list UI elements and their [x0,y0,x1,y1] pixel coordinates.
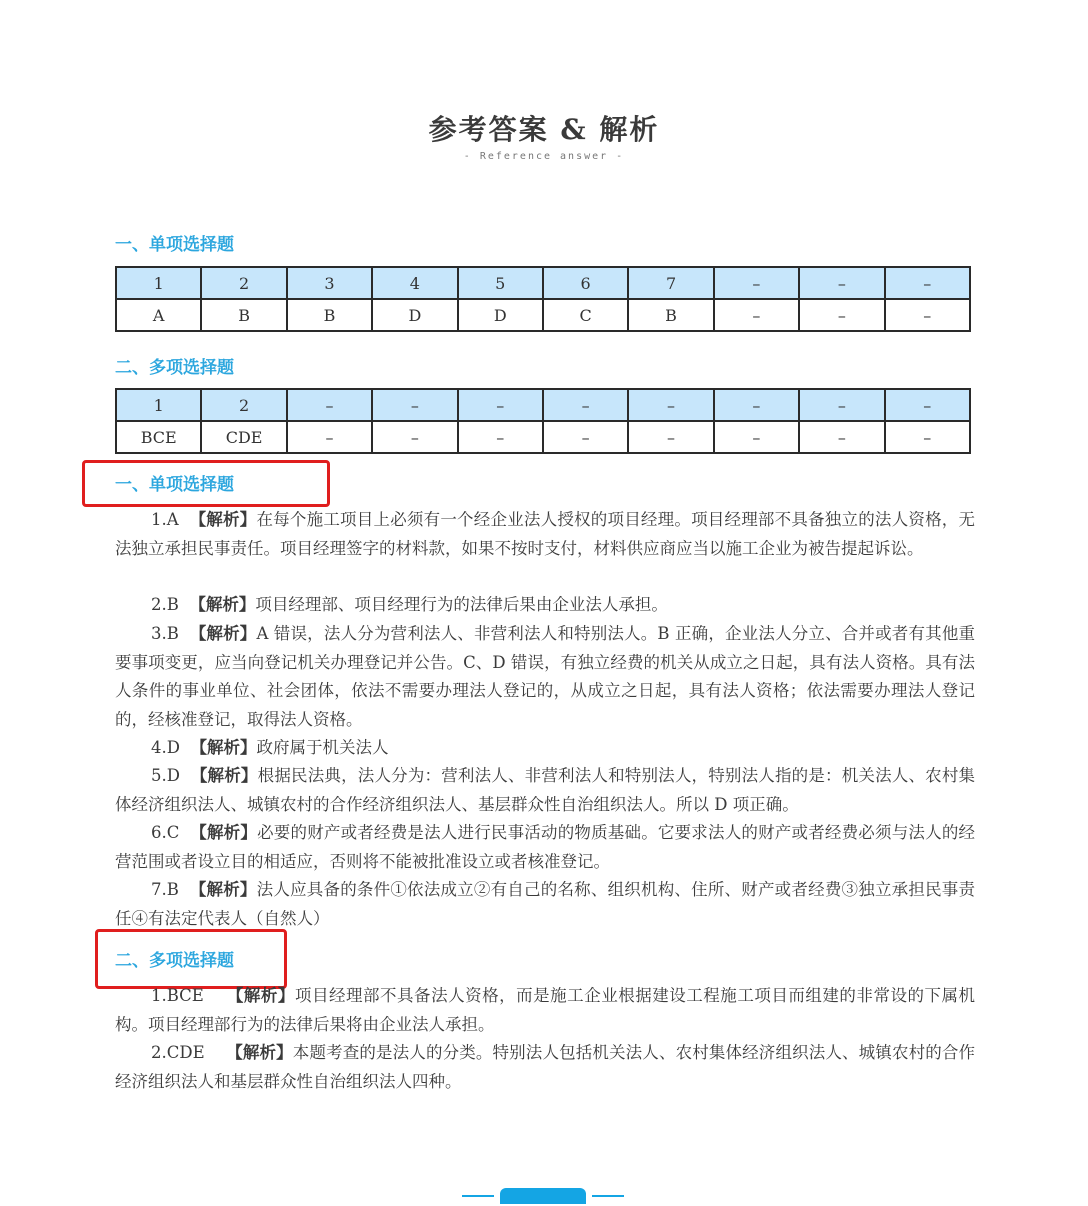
table-cell: BCE [116,421,201,453]
explanation-item [115,1039,975,1096]
item-text: 根据民法典，法人分为：营利法人、非营利法人和特别法人，特别法人指的是：机关法人、农村集体经济组织法人、城镇农村的合作经济组织法人、基层群众性自治组织法人。所以 D 项正确。 [115,766,976,814]
table-cell: – [543,389,628,421]
table-cell: – [714,267,799,299]
analysis-tag: 【解析】 [226,1043,293,1062]
table-cell: B [201,299,286,331]
table-cell: 2 [201,389,286,421]
table-cell: – [799,299,884,331]
table-answer-row [116,421,970,453]
table-cell: 4 [372,267,457,299]
table-cell: 3 [287,267,372,299]
table-cell: CDE [201,421,286,453]
item-number: 3.B [151,624,179,643]
table-cell: – [714,389,799,421]
table-cell: C [543,299,628,331]
item-text: 项目经理部不具备法人资格，而是施工企业根据建设工程施工项目而组建的非常设的下属机构。项目经理部行为的法律后果将由企业法人承担。 [115,986,976,1034]
table-cell: – [799,267,884,299]
table-cell: – [458,421,543,453]
analysis-tag: 【解析】 [190,766,258,785]
table-answer-row [116,299,970,331]
explanation-item [115,620,975,734]
table-cell: B [287,299,372,331]
item-number: 2.B [151,595,179,614]
page-title: 参考答案 & 解析 [428,113,660,146]
table-cell: 6 [543,267,628,299]
item-text: 政府属于机关法人 [256,738,389,757]
explanation-item [115,734,975,763]
table-header-row [116,389,970,421]
table-cell: – [799,389,884,421]
table-cell: – [287,421,372,453]
explanation-item [115,762,975,819]
item-text: 项目经理部、项目经理行为的法律后果由企业法人承担。 [255,595,668,614]
table-cell: – [714,421,799,453]
table-cell: – [714,299,799,331]
table-cell: – [799,421,884,453]
table-cell: – [628,389,713,421]
item-number: 1.BCE [151,986,204,1005]
item-number: 7.B [151,880,179,899]
multi-explanation-heading: 二、多项选择题 [115,951,234,971]
footer-line-right [592,1195,624,1197]
single-choice-heading: 一、单项选择题 [115,235,234,255]
explanation-item [115,982,975,1039]
footer-line-left [462,1195,494,1197]
analysis-tag: 【解析】 [189,510,257,529]
explanation-item [115,876,975,933]
table-cell: – [372,421,457,453]
table-cell: – [287,389,372,421]
table-cell: 7 [628,267,713,299]
item-text: A 错误，法人分为营利法人、非营利法人和特别法人。B 正确，企业法人分立、合并或者有其他重要事项变更，应当向登记机关办理登记并公告。C、D 错误，有独立经费的机关从成立之日起，具有法人资格。具有法人条件的事业单位、社会团体，依法不需要办理法人登记的，从成立之日起，具有法人资格；依法需要办理法人登记的，经核准登记，取得法人资格。 [115,624,976,729]
table-cell: – [885,299,970,331]
table-cell: – [885,421,970,453]
explanation-item [115,506,975,563]
single-explanation-heading: 一、单项选择题 [115,475,234,495]
table-cell: 1 [116,267,201,299]
analysis-tag: 【解析】 [189,624,257,643]
analysis-tag: 【解析】 [189,880,257,899]
explanation-item [115,819,975,876]
multi-choice-heading: 二、多项选择题 [115,358,234,378]
item-text: 法人应具备的条件①依法成立②有自己的名称、组织机构、住所、财产或者经费③独立承担民事责任④有法定代表人（自然人） [115,880,975,928]
table-cell: – [885,267,970,299]
table-header-row [116,267,970,299]
table-cell: – [458,389,543,421]
table-cell: A [116,299,201,331]
table-cell: – [885,389,970,421]
table-cell: D [372,299,457,331]
table-cell: 5 [458,267,543,299]
item-text: 本题考查的是法人的分类。特别法人包括机关法人、农村集体经济组织法人、城镇农村的合作经济组织法人和基层群众性自治组织法人四种。 [115,1043,976,1091]
table-cell: D [458,299,543,331]
table-cell: B [628,299,713,331]
single-choice-table [115,266,971,332]
table-cell: 2 [201,267,286,299]
explanation-item [115,591,975,620]
page-subtitle: - Reference answer - [463,151,625,162]
multi-choice-table [115,388,971,454]
analysis-tag: 【解析】 [226,986,295,1005]
item-number: 4.D [151,738,180,757]
item-number: 5.D [151,766,180,785]
analysis-tag: 【解析】 [190,823,258,842]
analysis-tag: 【解析】 [189,595,256,614]
table-cell: 1 [116,389,201,421]
table-cell: – [372,389,457,421]
item-text: 必要的财产或者经费是法人进行民事活动的物质基础。它要求法人的财产或者经费必须与法人的经营范围或者设立目的相适应，否则将不能被批准设立或者核准登记。 [115,823,976,871]
footer-tab [500,1188,586,1204]
item-number: 6.C [151,823,180,842]
table-cell: – [628,421,713,453]
table-cell: – [543,421,628,453]
item-number: 2.CDE [151,1043,205,1062]
analysis-tag: 【解析】 [190,738,257,757]
item-text: 在每个施工项目上必须有一个经企业法人授权的项目经理。项目经理部不具备独立的法人资格，无法独立承担民事责任。项目经理签字的材料款，如果不按时支付，材料供应商应当以施工企业为被告提起诉讼。 [115,510,976,558]
item-number: 1.A [151,510,179,529]
